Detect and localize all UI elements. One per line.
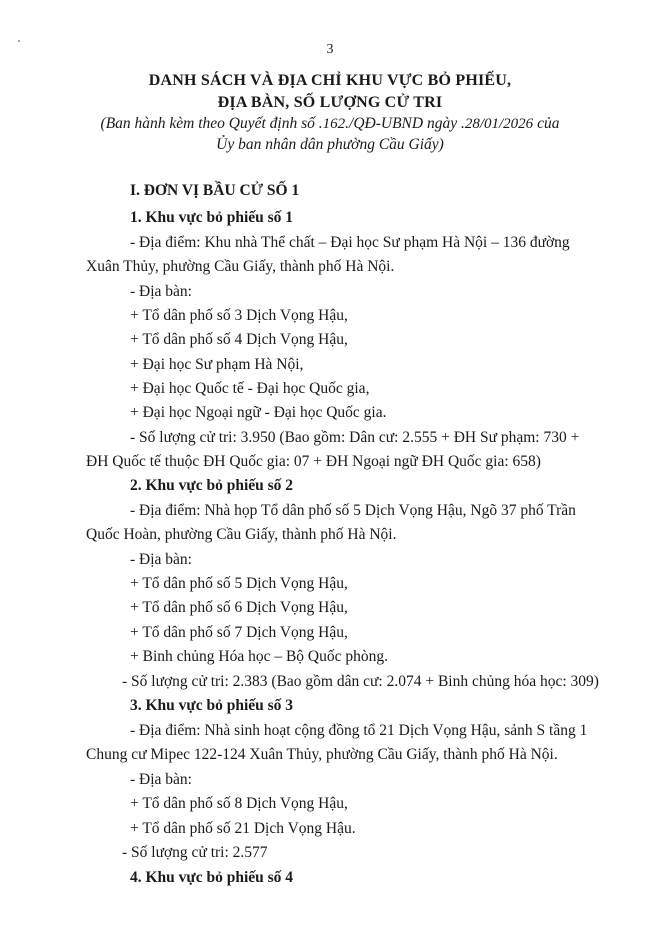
area-4-heading: 4. Khu vực bỏ phiếu số 4 bbox=[130, 869, 294, 886]
area-2-territory-item: + Tổ dân phố số 5 Dịch Vọng Hậu, bbox=[130, 575, 348, 592]
area-1-voters-line-2: ĐH Quốc tế thuộc ĐH Quốc gia: 07 + ĐH Ngoại ngữ ĐH Quốc gia: 658) bbox=[86, 453, 541, 470]
area-2-location-line-2: Quốc Hoàn, phường Cầu Giấy, thành phố Hà Nội. bbox=[86, 526, 397, 543]
document-title-line-2: ĐỊA BÀN, SỐ LƯỢNG CỬ TRI bbox=[217, 94, 443, 111]
document-subtitle-line-1 bbox=[0, 115, 660, 133]
area-3-voters-line-1: - Số lượng cử tri: 2.577 bbox=[122, 844, 268, 861]
area-3-location-line-2: Chung cư Mipec 122-124 Xuân Thủy, phường Cầu Giấy, thành phố Hà Nội. bbox=[86, 746, 558, 763]
area-1-territory-item: + Đại học Ngoại ngữ - Đại học Quốc gia. bbox=[130, 404, 387, 421]
area-2-territory-item: + Binh chủng Hóa học – Bộ Quốc phòng. bbox=[130, 648, 389, 665]
area-2-heading: 2. Khu vực bỏ phiếu số 2 bbox=[130, 477, 294, 494]
area-1-voters-line-1: - Số lượng cử tri: 3.950 (Bao gồm: Dân cư: 2.555 + ĐH Sư phạm: 730 + bbox=[130, 429, 580, 446]
area-3-territory-item: + Tổ dân phố số 21 Dịch Vọng Hậu. bbox=[130, 820, 356, 837]
area-2-territory-label: - Địa bàn: bbox=[130, 551, 192, 568]
page-number: 3 bbox=[326, 42, 334, 57]
area-3-heading: 3. Khu vực bỏ phiếu số 3 bbox=[130, 697, 294, 714]
area-3-location-line-1: - Địa điểm: Nhà sinh hoạt cộng đồng tổ 21 Dịch Vọng Hậu, sảnh S tầng 1 bbox=[130, 722, 588, 739]
area-1-territory-item: + Tổ dân phố số 4 Dịch Vọng Hậu, bbox=[130, 331, 348, 348]
area-2-voters-line-1: - Số lượng cử tri: 2.383 (Bao gồm dân cư: 2.074 + Binh chủng hóa học: 309) bbox=[122, 673, 599, 690]
area-1-territory-item: + Đại học Quốc tế - Đại học Quốc gia, bbox=[130, 380, 370, 397]
subtitle-text-post: của bbox=[533, 115, 560, 132]
area-1-location-line-1: - Địa điểm: Khu nhà Thể chất – Đại học Sư phạm Hà Nội – 136 đường bbox=[130, 234, 570, 251]
decision-number: 162 bbox=[322, 116, 346, 132]
area-1-territory-item: + Tổ dân phố số 3 Dịch Vọng Hậu, bbox=[130, 307, 348, 324]
area-1-location-line-2: Xuân Thủy, phường Cầu Giấy, thành phố Hà Nội. bbox=[86, 258, 395, 275]
area-3-territory-item: + Tổ dân phố số 8 Dịch Vọng Hậu, bbox=[130, 795, 348, 812]
document-title-line-1: DANH SÁCH VÀ ĐỊA CHỈ KHU VỰC BỎ PHIẾU, bbox=[148, 72, 512, 89]
decision-date: 28/01/2026 bbox=[464, 116, 534, 132]
section-heading: I. ĐƠN VỊ BẦU CỬ SỐ 1 bbox=[130, 182, 300, 199]
area-2-territory-item: + Tổ dân phố số 7 Dịch Vọng Hậu, bbox=[130, 624, 348, 641]
area-1-heading: 1. Khu vực bỏ phiếu số 1 bbox=[130, 209, 294, 226]
subtitle-text-mid: ./QĐ-UBND ngày . bbox=[345, 115, 465, 132]
area-1-territory-label: - Địa bàn: bbox=[130, 283, 192, 300]
subtitle-text-pre: (Ban hành kèm theo Quyết định số . bbox=[100, 115, 323, 132]
area-2-location-line-1: - Địa điểm: Nhà họp Tổ dân phố số 5 Dịch Vọng Hậu, Ngõ 37 phố Trần bbox=[130, 502, 576, 519]
document-subtitle-line-2: Ủy ban nhân dân phường Cầu Giấy) bbox=[216, 136, 444, 153]
area-2-territory-item: + Tổ dân phố số 6 Dịch Vọng Hậu, bbox=[130, 599, 348, 616]
area-1-territory-item: + Đại học Sư phạm Hà Nội, bbox=[130, 356, 304, 373]
area-3-territory-label: - Địa bàn: bbox=[130, 771, 192, 788]
